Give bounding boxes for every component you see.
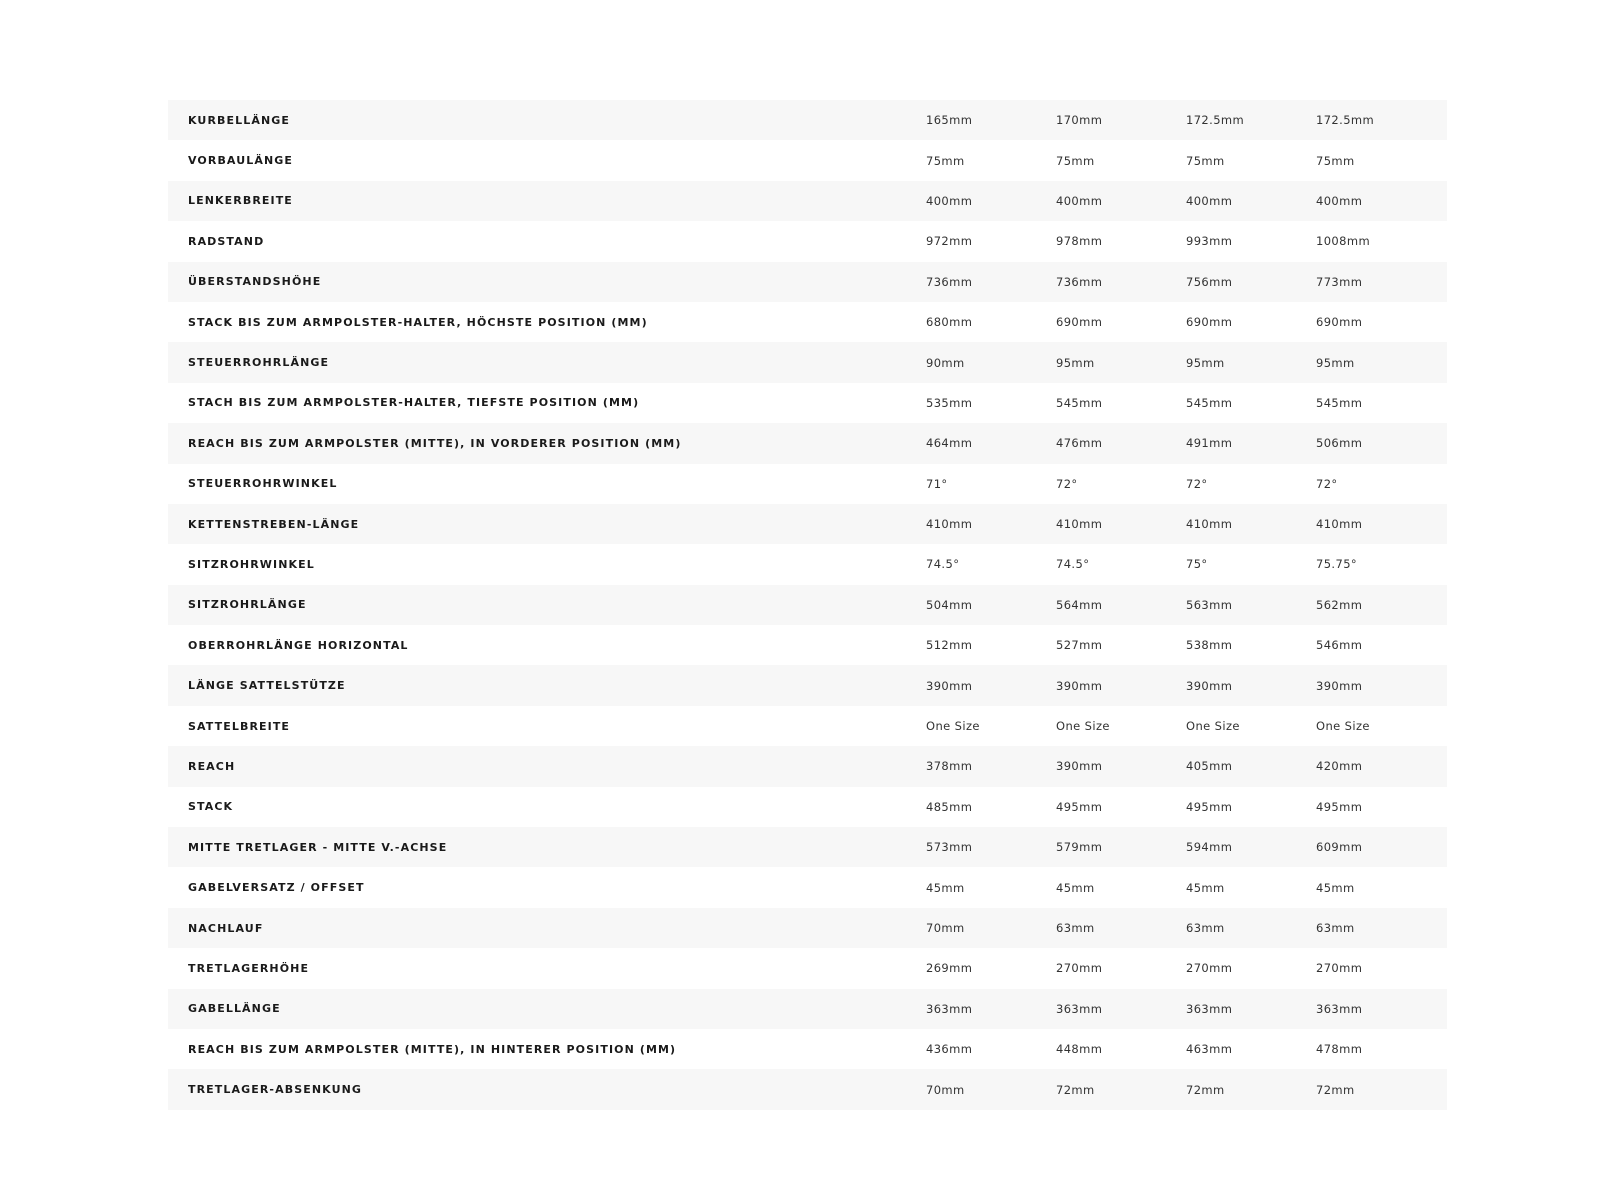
size-value-cell: 410mm	[1186, 517, 1233, 532]
size-value-cell: One Size	[926, 719, 980, 734]
size-value-cell: 562mm	[1316, 597, 1363, 612]
table-row	[168, 625, 1447, 665]
size-value-cell: 270mm	[1186, 961, 1233, 976]
size-value-cell: 72°	[1186, 476, 1208, 491]
table-row	[168, 181, 1447, 221]
row-label: LÄNGE SATTELSTÜTZE	[188, 679, 346, 693]
table-row	[168, 504, 1447, 544]
row-label: KETTENSTREBEN-LÄNGE	[188, 517, 360, 531]
size-value-cell: 690mm	[1186, 315, 1233, 330]
row-label: SATTELBREITE	[188, 719, 291, 733]
size-value-cell: 495mm	[1316, 799, 1363, 814]
table-row	[168, 544, 1447, 584]
row-label: STACK	[188, 800, 234, 814]
size-value-cell: 410mm	[1316, 517, 1363, 532]
table-row	[168, 867, 1447, 907]
size-value-cell: 1008mm	[1316, 234, 1371, 249]
row-label: REACH BIS ZUM ARMPOLSTER (MITTE), IN VORDERER POSITION (MM)	[188, 436, 682, 450]
size-value-cell: 45mm	[1186, 880, 1225, 895]
size-value-cell: 363mm	[1056, 1001, 1103, 1016]
row-label: NACHLAUF	[188, 921, 264, 935]
size-value-cell: 436mm	[926, 1042, 973, 1057]
row-label: RADSTAND	[188, 234, 265, 248]
size-value-cell: 495mm	[1056, 799, 1103, 814]
size-value-cell: 594mm	[1186, 840, 1233, 855]
table-row	[168, 948, 1447, 988]
row-label: GABELVERSATZ / OFFSET	[188, 881, 365, 895]
size-value-cell: 573mm	[926, 840, 973, 855]
size-value-cell: 390mm	[926, 678, 973, 693]
size-value-cell: 70mm	[926, 1082, 965, 1097]
size-value-cell: 269mm	[926, 961, 973, 976]
geometry-table	[168, 100, 1447, 1110]
size-value-cell: 512mm	[926, 638, 973, 653]
table-row	[168, 1029, 1447, 1069]
size-value-cell: 405mm	[1186, 759, 1233, 774]
row-label: ÜBERSTANDSHÖHE	[188, 275, 322, 289]
size-value-cell: 75mm	[1056, 153, 1095, 168]
table-row	[168, 1069, 1447, 1109]
size-value-cell: 564mm	[1056, 597, 1103, 612]
table-row	[168, 585, 1447, 625]
row-label: SITZROHRWINKEL	[188, 557, 315, 571]
size-value-cell: 75mm	[1186, 153, 1225, 168]
size-value-cell: 400mm	[1186, 193, 1233, 208]
size-value-cell: 45mm	[1316, 880, 1355, 895]
row-label: TRETLAGERHÖHE	[188, 961, 310, 975]
size-value-cell: 410mm	[926, 517, 973, 532]
size-value-cell: 390mm	[1316, 678, 1363, 693]
table-row	[168, 100, 1447, 140]
size-value-cell: 476mm	[1056, 436, 1103, 451]
size-value-cell: One Size	[1056, 719, 1110, 734]
table-row	[168, 140, 1447, 180]
size-value-cell: 172.5mm	[1186, 113, 1245, 128]
size-value-cell: 378mm	[926, 759, 973, 774]
size-value-cell: 478mm	[1316, 1042, 1363, 1057]
size-value-cell: 400mm	[926, 193, 973, 208]
size-value-cell: 463mm	[1186, 1042, 1233, 1057]
size-value-cell: 45mm	[1056, 880, 1095, 895]
table-row	[168, 787, 1447, 827]
row-label: TRETLAGER-ABSENKUNG	[188, 1083, 363, 1097]
row-label: STACH BIS ZUM ARMPOLSTER-HALTER, TIEFSTE POSITION (MM)	[188, 396, 640, 410]
size-value-cell: 680mm	[926, 315, 973, 330]
table-row	[168, 342, 1447, 382]
row-label: SITZROHRLÄNGE	[188, 598, 307, 612]
size-value-cell: 363mm	[1186, 1001, 1233, 1016]
row-label: REACH	[188, 759, 236, 773]
size-value-cell: 464mm	[926, 436, 973, 451]
size-value-cell: 736mm	[1056, 274, 1103, 289]
row-label: GABELLÄNGE	[188, 1002, 281, 1016]
table-row	[168, 665, 1447, 705]
size-value-cell: 993mm	[1186, 234, 1233, 249]
size-value-cell: 579mm	[1056, 840, 1103, 855]
size-value-cell: 63mm	[1316, 921, 1355, 935]
row-label: LENKERBREITE	[188, 194, 293, 208]
size-value-cell: 495mm	[1186, 799, 1233, 814]
table-row	[168, 464, 1447, 504]
size-value-cell: 400mm	[1056, 193, 1103, 208]
table-row	[168, 827, 1447, 867]
size-value-cell: 72mm	[1186, 1082, 1225, 1097]
size-value-cell: 95mm	[1186, 355, 1225, 370]
size-value-cell: 609mm	[1316, 840, 1363, 855]
size-value-cell: 95mm	[1316, 355, 1355, 370]
size-value-cell: 75°	[1186, 557, 1208, 572]
size-value-cell: 72mm	[1056, 1082, 1095, 1097]
size-value-cell: 504mm	[926, 597, 973, 612]
size-value-cell: 545mm	[1056, 395, 1103, 410]
table-row	[168, 383, 1447, 423]
size-value-cell: 527mm	[1056, 638, 1103, 653]
row-label: VORBAULÄNGE	[188, 154, 294, 168]
size-value-cell: 165mm	[926, 113, 973, 128]
size-value-cell: 74.5°	[1056, 557, 1090, 572]
size-value-cell: 63mm	[1056, 921, 1095, 935]
size-value-cell: 690mm	[1316, 315, 1363, 330]
row-label: STEUERROHRWINKEL	[188, 477, 338, 491]
size-value-cell: 535mm	[926, 395, 973, 410]
size-value-cell: 363mm	[926, 1001, 973, 1016]
size-value-cell: 690mm	[1056, 315, 1103, 330]
row-label: KURBELLÄNGE	[188, 113, 291, 127]
size-value-cell: 546mm	[1316, 638, 1363, 653]
size-value-cell: 390mm	[1186, 678, 1233, 693]
size-value-cell: 95mm	[1056, 355, 1095, 370]
row-label: STACK BIS ZUM ARMPOLSTER-HALTER, HÖCHSTE POSITION (MM)	[188, 315, 648, 329]
table-row	[168, 221, 1447, 261]
table-row	[168, 706, 1447, 746]
size-value-cell: 70mm	[926, 921, 965, 935]
table-row	[168, 302, 1447, 342]
size-value-cell: 390mm	[1056, 759, 1103, 774]
size-value-cell: 71°	[926, 476, 948, 491]
size-value-cell: 491mm	[1186, 436, 1233, 451]
row-label: STEUERROHRLÄNGE	[188, 356, 330, 370]
size-value-cell: 563mm	[1186, 597, 1233, 612]
size-value-cell: 978mm	[1056, 234, 1103, 249]
size-value-cell: 74.5°	[926, 557, 960, 572]
table-row	[168, 423, 1447, 463]
size-value-cell: 448mm	[1056, 1042, 1103, 1057]
size-value-cell: 75mm	[926, 153, 965, 168]
size-value-cell: 972mm	[926, 234, 973, 249]
size-value-cell: 90mm	[926, 355, 965, 370]
size-value-cell: 72°	[1316, 476, 1338, 491]
row-label: MITTE TRETLAGER - MITTE V.-ACHSE	[188, 840, 448, 854]
size-value-cell: 75.75°	[1316, 557, 1358, 572]
size-value-cell: 270mm	[1056, 961, 1103, 976]
size-value-cell: 63mm	[1186, 921, 1225, 935]
size-value-cell: 363mm	[1316, 1001, 1363, 1016]
size-value-cell: 485mm	[926, 799, 973, 814]
size-value-cell: 538mm	[1186, 638, 1233, 653]
table-row	[168, 908, 1447, 948]
row-label: REACH BIS ZUM ARMPOLSTER (MITTE), IN HINTERER POSITION (MM)	[188, 1042, 677, 1056]
size-value-cell: 170mm	[1056, 113, 1103, 128]
table-row	[168, 746, 1447, 786]
size-value-cell: 172.5mm	[1316, 113, 1375, 128]
size-value-cell: 506mm	[1316, 436, 1363, 451]
size-value-cell: 545mm	[1186, 395, 1233, 410]
size-value-cell: 756mm	[1186, 274, 1233, 289]
size-value-cell: 390mm	[1056, 678, 1103, 693]
size-value-cell: 45mm	[926, 880, 965, 895]
size-value-cell: One Size	[1316, 719, 1370, 734]
size-value-cell: 736mm	[926, 274, 973, 289]
size-value-cell: 72mm	[1316, 1082, 1355, 1097]
size-value-cell: 420mm	[1316, 759, 1363, 774]
size-value-cell: 773mm	[1316, 274, 1363, 289]
size-value-cell: 270mm	[1316, 961, 1363, 976]
size-value-cell: 72°	[1056, 476, 1078, 491]
size-value-cell: 410mm	[1056, 517, 1103, 532]
size-value-cell: 400mm	[1316, 193, 1363, 208]
table-row	[168, 989, 1447, 1029]
row-label: OBERROHRLÄNGE HORIZONTAL	[188, 638, 409, 652]
size-value-cell: 75mm	[1316, 153, 1355, 168]
size-value-cell: One Size	[1186, 719, 1240, 734]
table-row	[168, 262, 1447, 302]
size-value-cell: 545mm	[1316, 395, 1363, 410]
